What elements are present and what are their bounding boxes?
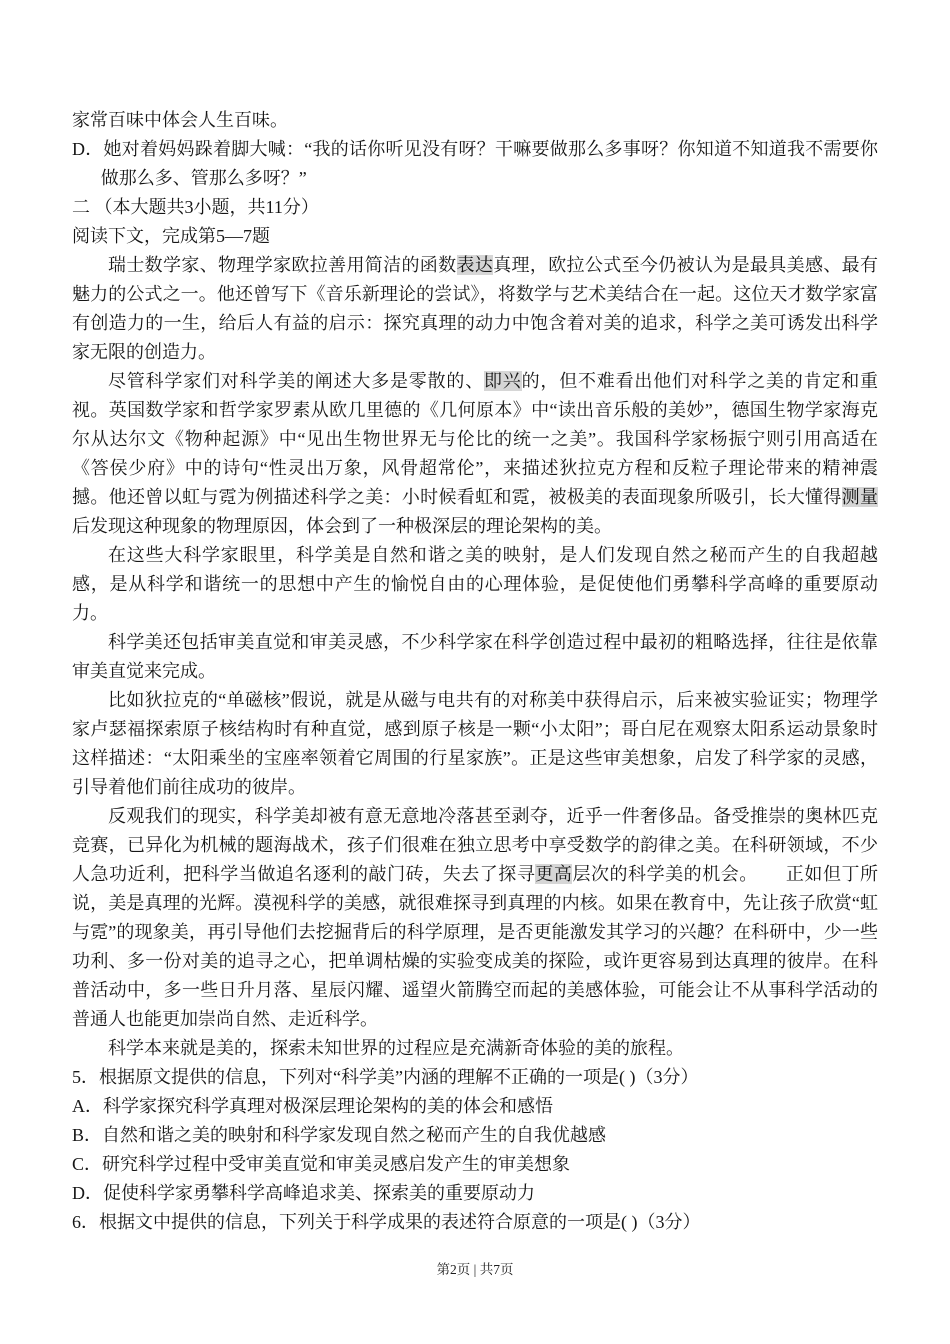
text-run: 阅读下文，完成第5—7题	[72, 226, 270, 246]
text-run: B．自然和谐之美的映射和科学家发现自然之秘而产生的自我优越感	[72, 1125, 607, 1145]
text-run: D．促使科学家勇攀科学高峰追求美、探索美的重要原动力	[72, 1183, 535, 1203]
text-run: 反观我们的现实，科学美却被有意无意地冷落甚至剥夺，近乎一件奢侈品。备受推崇的奥林匹克竞赛，已异化为机械的题海战术，孩子们很难在独立思考中享受数学的韵律之美。在科研领域，不少人急功近利，把科学当做追名逐利的敲门砖，失去了探寻	[72, 806, 878, 884]
text-run: 科学本来就是美的，探索未知世界的过程应是充满新奇体验的美的旅程。	[108, 1038, 684, 1058]
section-ii-heading	[72, 193, 878, 222]
question-5-choice-a	[72, 1092, 878, 1121]
question-5-choice-b	[72, 1121, 878, 1150]
highlight-mark: 即兴	[484, 371, 522, 391]
paragraph-7	[72, 1034, 878, 1063]
paragraph-4	[72, 628, 878, 686]
highlight-mark: 更高	[535, 864, 573, 884]
question-5	[72, 1063, 878, 1092]
text-run: C．研究科学过程中受审美直觉和审美灵感启发产生的审美想象	[72, 1154, 571, 1174]
option-c-continuation	[72, 106, 878, 135]
text-run: 尽管科学家们对科学美的阐述大多是零散的、	[108, 371, 484, 391]
question-6	[72, 1208, 878, 1237]
text-run: 后发现这种现象的物理原因，体会到了一种极深层的理论架构的美。	[72, 516, 612, 536]
question-5-choice-c	[72, 1150, 878, 1179]
text-run: D．她对着妈妈跺着脚大喊：“我的话你听见没有呀？干嘛要做那么多事呀？你知道不知道我不需要你做那么多、管那么多呀？”	[72, 139, 878, 188]
paragraph-2	[72, 367, 878, 541]
reading-instruction	[72, 222, 878, 251]
option-d	[72, 135, 878, 193]
paragraph-1	[72, 251, 878, 367]
page-number-footer: 第2页 | 共7页	[436, 1262, 514, 1277]
text-run: 在这些大科学家眼里，科学美是自然和谐之美的映射，是人们发现自然之秘而产生的自我超越感，是从科学和谐统一的思想中产生的愉悦自由的心理体验，是促使他们勇攀科学高峰的重要原动力。	[72, 545, 878, 623]
paragraph-6	[72, 802, 878, 1034]
text-run: 瑞士数学家、物理学家欧拉善用简洁的函数	[108, 255, 457, 275]
question-5-choice-d	[72, 1179, 878, 1208]
text-run: 科学美还包括审美直觉和审美灵感，不少科学家在科学创造过程中最初的粗略选择，往往是依靠审美直觉来完成。	[72, 632, 878, 681]
text-run: 层次的科学美的机会。 正如但丁所说，美是真理的光辉。漠视科学的美感，就很难探寻到真理的内核。如果在教育中，先让孩子欣赏“虹与霓”的现象美，再引导他们去挖掘背后的科学原理，是否更能激发其学习的兴趣？在科研中，少一些功利、多一份对美的追寻之心，把单调枯燥的实验变成美的探险，或许更容易到达真理的彼岸。在科普活动中，多一些日升月落、星辰闪耀、遥望火箭腾空而起的美感体验，可能会让不从事科学活动的普通人也能更加崇尚自然、走近科学。	[72, 864, 879, 1029]
text-run: 的，但不难看出他们对科学之美的肯定和重视。英国数学家和哲学家罗素从欧几里德的《几何原本》中“读出音乐般的美妙”，德国生物学家海克尔从达尔文《物种起源》中“见出生物世界无与伦比的统一之美”。我国科学家杨振宁则引用高适在《答侯少府》中的诗句“性灵出万象，风骨超常伦”，来描述狄拉克方程和反粒子理论带来的精神震撼。他还曾以虹与霓为例描述科学之美：小时候看虹和霓，被极美的表面现象所吸引，长大懂得	[72, 371, 879, 507]
paragraph-3	[72, 541, 878, 628]
text-run: 比如狄拉克的“单磁核”假说，就是从磁与电共有的对称美中获得启示，后来被实验证实；物理学家卢瑟福探索原子核结构时有种直觉，感到原子核是一颗“小太阳”；哥白尼在观察太阳系运动景象时这样描述：“太阳乘坐的宝座率领着它周围的行星家族”。正是这些审美想象，启发了科学家的灵感，引导着他们前往成功的彼岸。	[72, 690, 878, 797]
paragraph-5	[72, 686, 878, 802]
text-run: 二 （本大题共3小题，共11分）	[72, 197, 319, 217]
highlight-mark: 表达	[456, 255, 494, 275]
text-run: 5．根据原文提供的信息，下列对“科学美”内涵的理解不正确的一项是( )（3分）	[72, 1067, 699, 1087]
text-run: 家常百味中体会人生百味。	[72, 110, 288, 130]
text-run: 6．根据文中提供的信息，下列关于科学成果的表述符合原意的一项是( )（3分）	[72, 1212, 701, 1232]
text-run: 真理，欧拉公式至今仍被认为是最具美感、最有魅力的公式之一。他还曾写下《音乐新理论的尝试》，将数学与艺术美结合在一起。这位天才数学家富有创造力的一生，给后人有益的启示：探究真理的动力中饱含着对美的追求，科学之美可诱发出科学家无限的创造力。	[72, 255, 879, 362]
text-run: A．科学家探究科学真理对极深层理论架构的美的体会和感悟	[72, 1096, 553, 1116]
highlight-mark: 测量	[841, 487, 878, 507]
